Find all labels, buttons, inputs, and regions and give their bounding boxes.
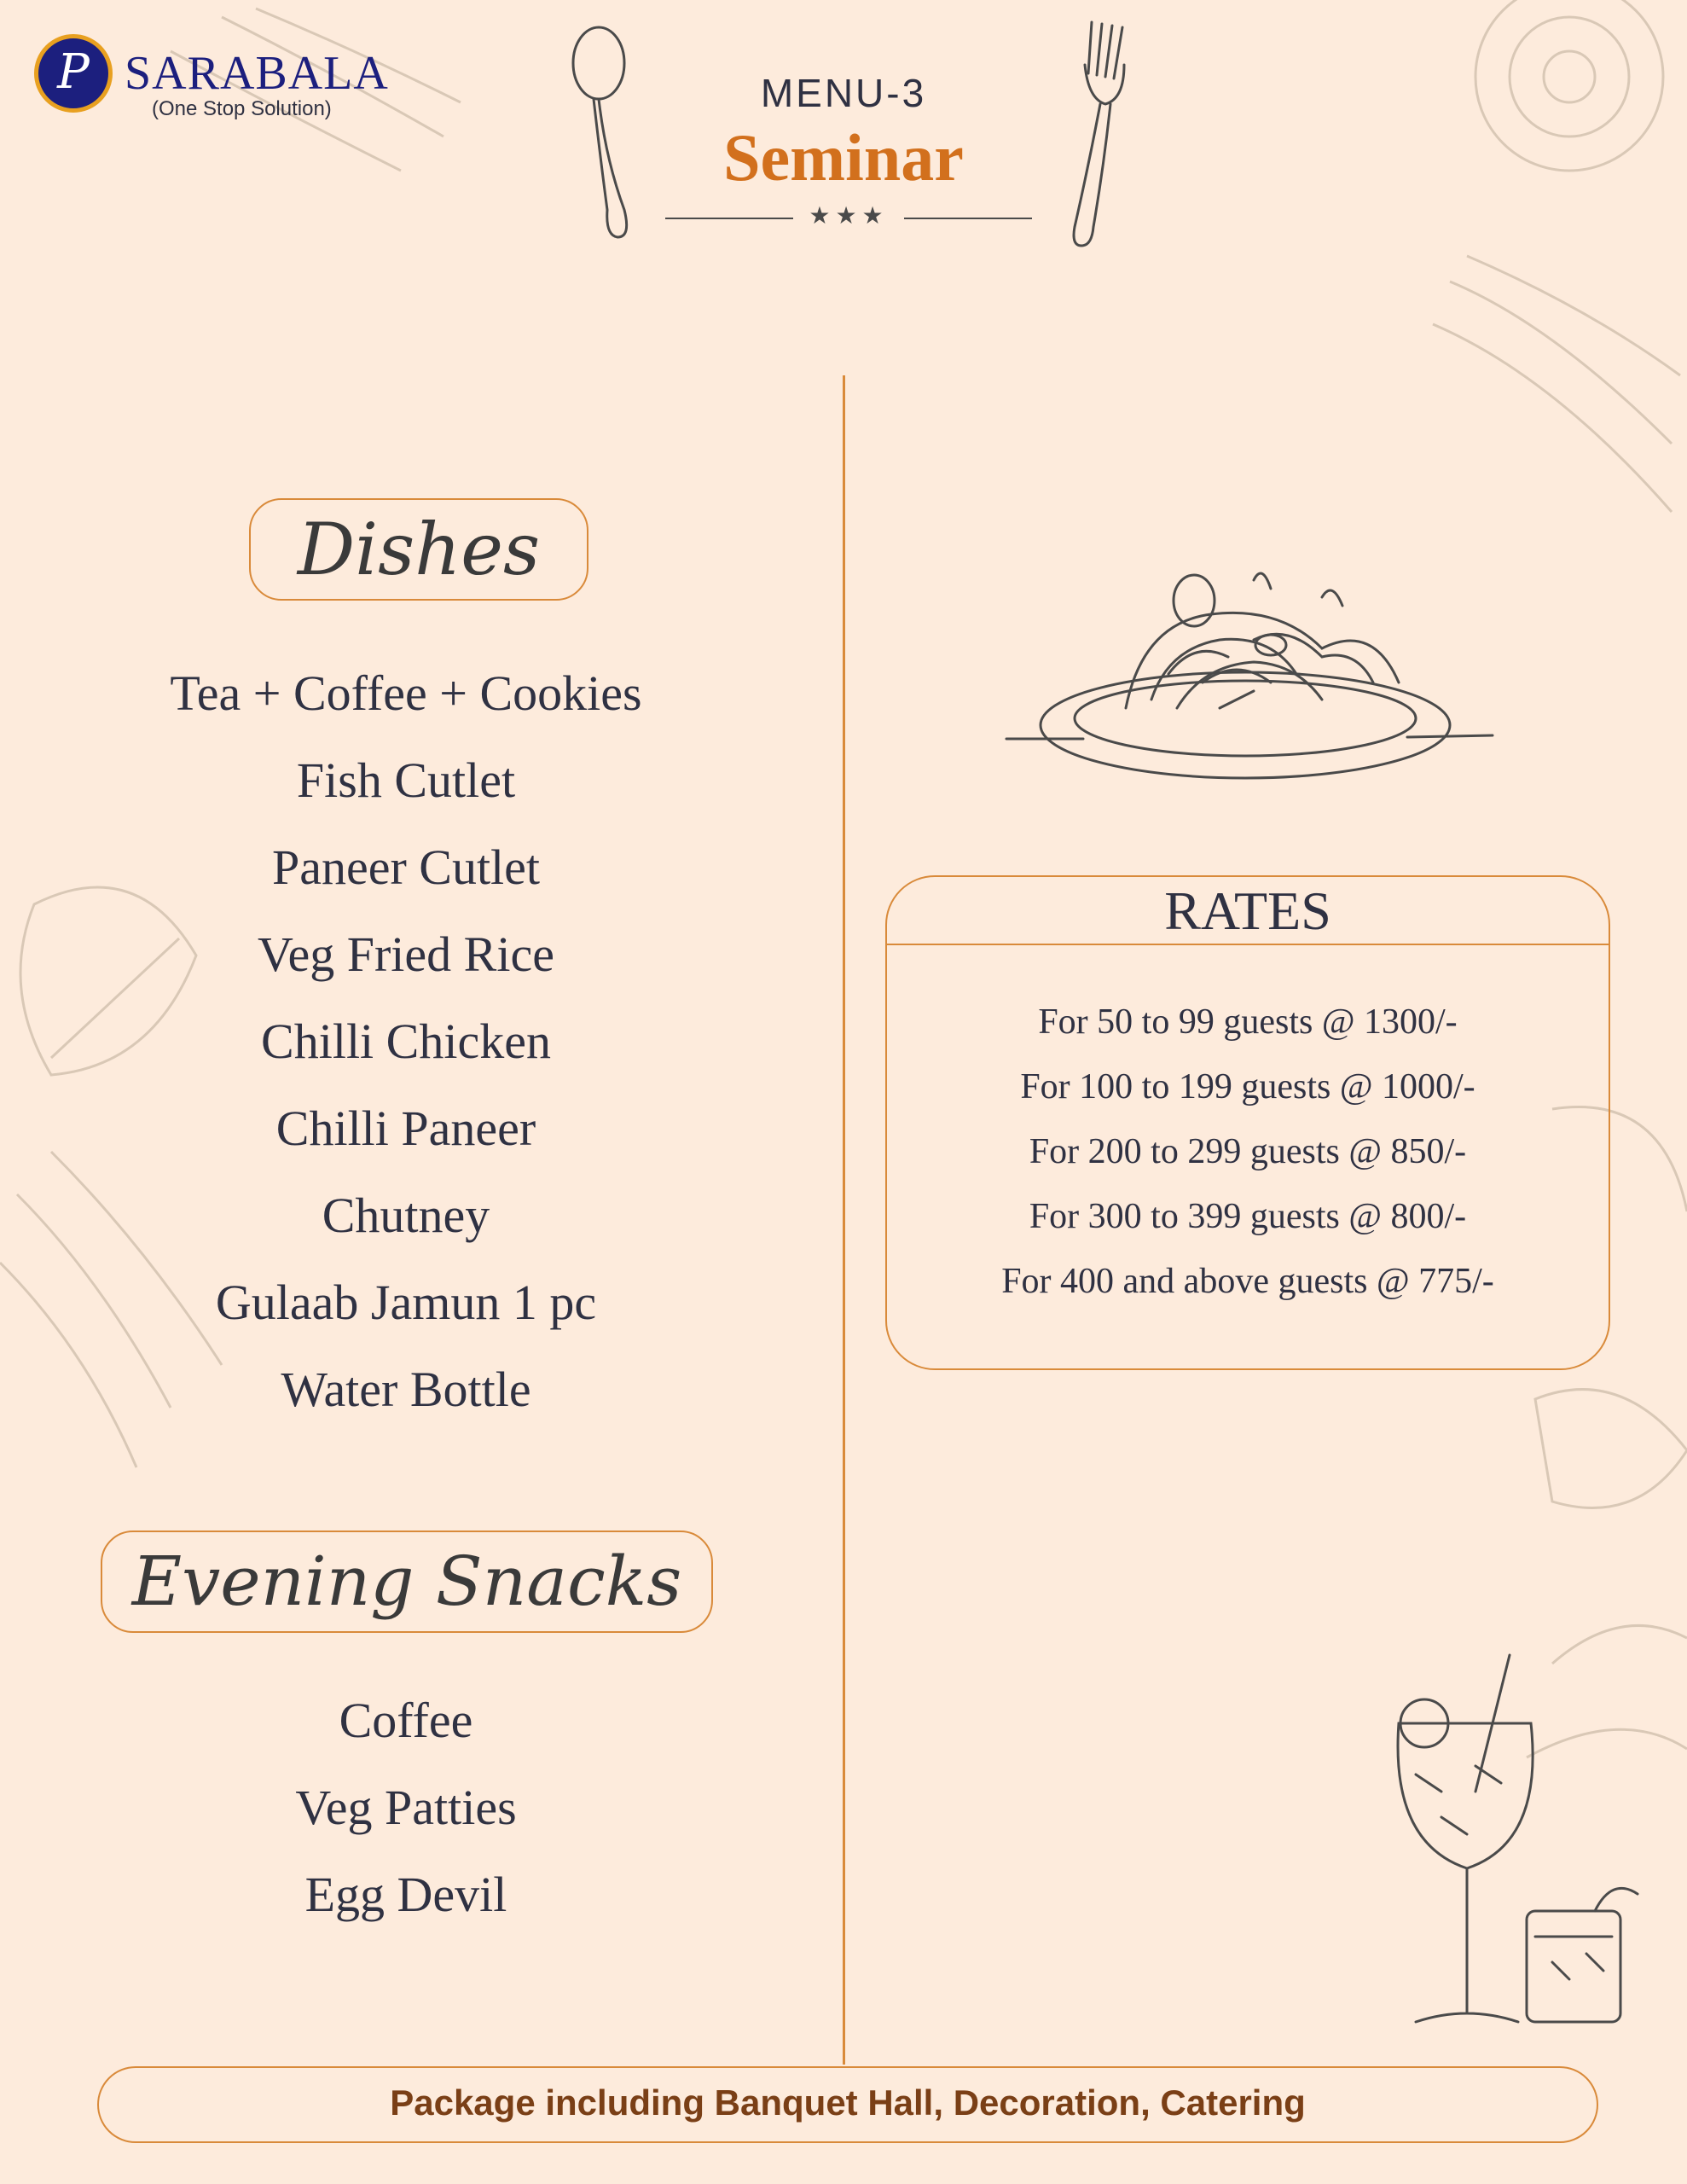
dishes-list [94, 650, 718, 1433]
page-title: Seminar [723, 120, 964, 195]
list-item: Veg Patties [295, 1780, 517, 1835]
list-item: Chilli Chicken [261, 1014, 551, 1069]
title-divider-right [904, 218, 1032, 219]
evening-snacks-heading: Evening Snacks [101, 1531, 713, 1633]
list-item: Coffee [339, 1693, 473, 1748]
brand-tagline: (One Stop Solution) [152, 97, 332, 120]
list-item: Veg Fried Rice [258, 926, 554, 982]
column-divider [843, 375, 845, 2065]
rates-divider [887, 944, 1609, 945]
list-item: Chilli Paneer [275, 1101, 536, 1156]
list-item: Tea + Coffee + Cookies [170, 665, 642, 721]
footer-text: Package including Banquet Hall, Decoration, Catering [390, 2082, 1306, 2123]
list-item: Chutney [322, 1188, 490, 1243]
list-item: Egg Devil [304, 1867, 507, 1922]
rate-item: For 400 and above guests @ 775/- [1001, 1262, 1494, 1301]
list-item: Fish Cutlet [296, 752, 516, 808]
pasta-plate-icon [998, 555, 1501, 793]
brand-name: SARABALA [125, 47, 389, 100]
menu-number: MENU-3 [760, 71, 927, 115]
rates-title: RATES [1164, 880, 1331, 941]
brand-logo-icon: P [34, 34, 113, 113]
evening-snacks-list [94, 1677, 718, 1938]
rate-item: For 50 to 99 guests @ 1300/- [1038, 1002, 1458, 1042]
star-icons: ★★★ [809, 201, 889, 229]
title-divider-left [665, 218, 793, 219]
drinks-icon [1382, 1638, 1655, 2039]
list-item: Water Bottle [281, 1362, 531, 1417]
rate-item: For 200 to 299 guests @ 850/- [1029, 1132, 1467, 1171]
rates-list [885, 990, 1610, 1314]
rate-item: For 300 to 399 guests @ 800/- [1029, 1197, 1467, 1236]
dishes-heading: Dishes [249, 498, 588, 601]
rate-item: For 100 to 199 guests @ 1000/- [1020, 1067, 1475, 1107]
list-item: Paneer Cutlet [271, 839, 541, 895]
list-item: Gulaab Jamun 1 pc [215, 1275, 597, 1330]
